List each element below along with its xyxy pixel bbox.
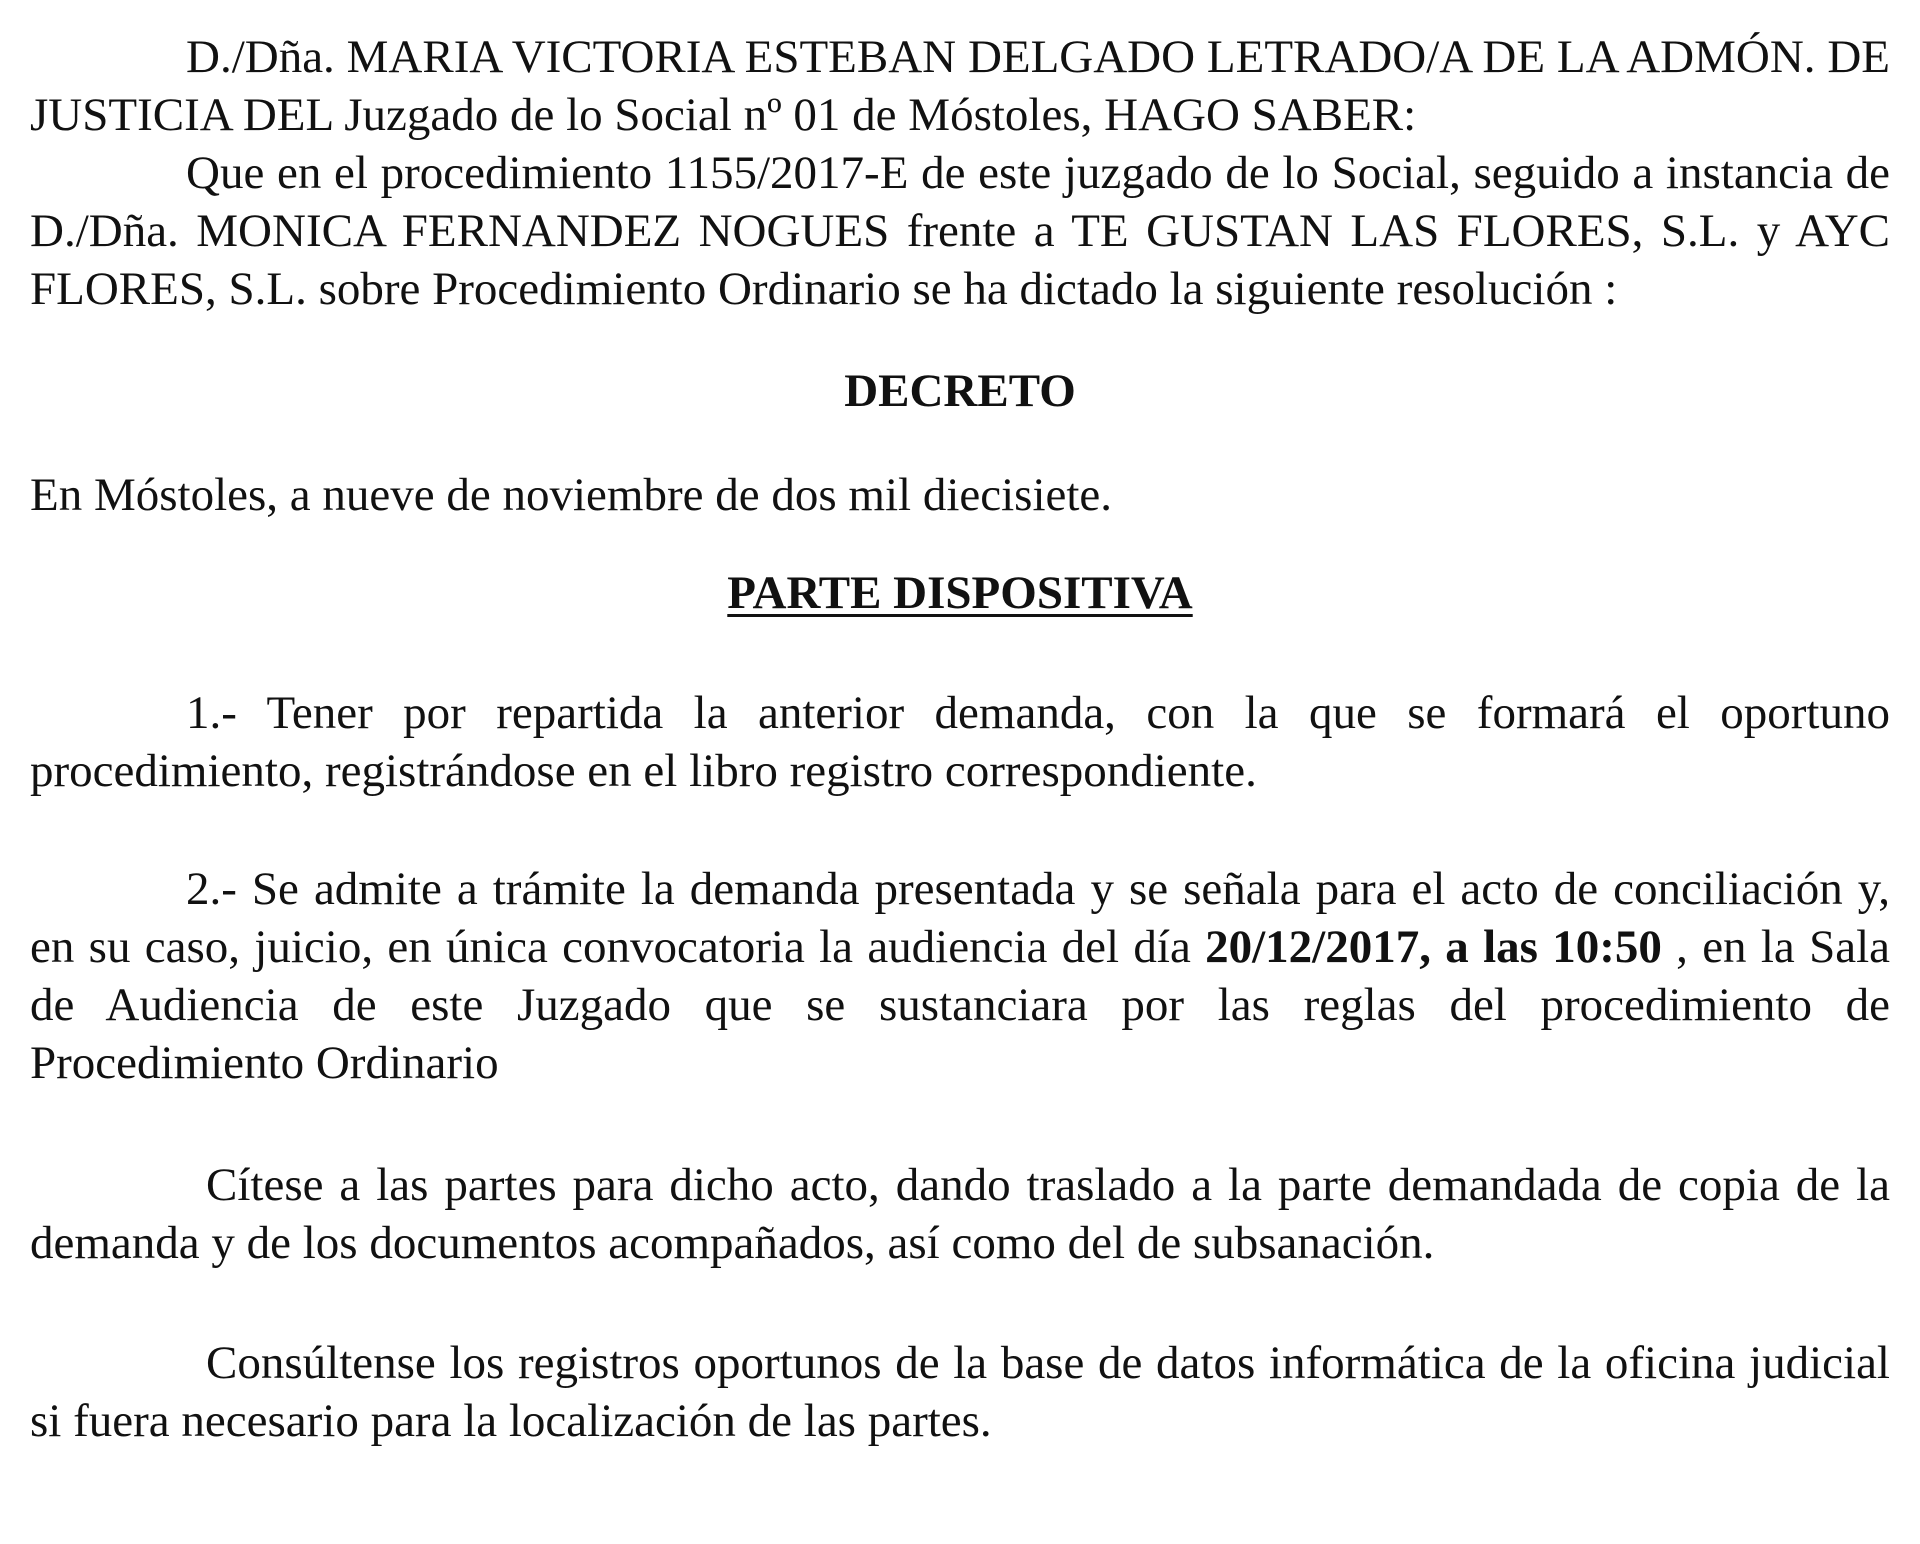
section-heading: [30, 564, 1890, 622]
item-2-paragraph: [30, 860, 1890, 1092]
item-2-text-before: 2.- Se admite a trámite la demanda presentada y se señala para el acto de conciliación y, en su caso, juicio, en única convocatoria la audiencia del día: [30, 863, 1890, 973]
intro-clerk-paragraph: D./Dña. MARIA VICTORIA ESTEBAN DELGADO LETRADO/A DE LA ADMÓN. DE JUSTICIA DEL Juzgado de lo Social nº 01 de Móstoles, HAGO SABER:: [30, 31, 1890, 141]
decree-title: DECRETO: [844, 365, 1076, 417]
item-2-text-after: , en la Sala de Audiencia de este Juzgado que se sustanciara por las reglas del procedimiento de Procedimiento Ordinario: [30, 921, 1890, 1089]
date-line: En Móstoles, a nueve de noviembre de dos mil diecisiete.: [30, 469, 1113, 521]
document-page: [30, 28, 1890, 1450]
citation-paragraph: Cítese a las partes para dicho acto, dando traslado a la parte demandada de copia de la demanda y de los documentos acompañados, así como del de subsanación.: [30, 1159, 1890, 1269]
section-heading-text: PARTE DISPOSITIVA: [727, 567, 1193, 619]
consult-paragraph: Consúltense los registros oportunos de la base de datos informática de la oficina judicial si fuera necesario para la localización de las partes.: [30, 1337, 1890, 1447]
item-1-paragraph: 1.- Tener por repartida la anterior demanda, con la que se formará el oportuno procedimiento, registrándose en el libro registro correspondiente.: [30, 687, 1890, 797]
intro-procedure-paragraph: Que en el procedimiento 1155/2017-E de este juzgado de lo Social, seguido a instancia de D./Dña. MONICA FERNANDEZ NOGUES frente a TE GUSTAN LAS FLORES, S.L. y AYC FLORES, S.L. sobre Procedimiento Ordinario se ha dictado la siguiente resolución :: [30, 147, 1890, 315]
hearing-datetime: 20/12/2017, a las 10:50: [1205, 921, 1662, 973]
